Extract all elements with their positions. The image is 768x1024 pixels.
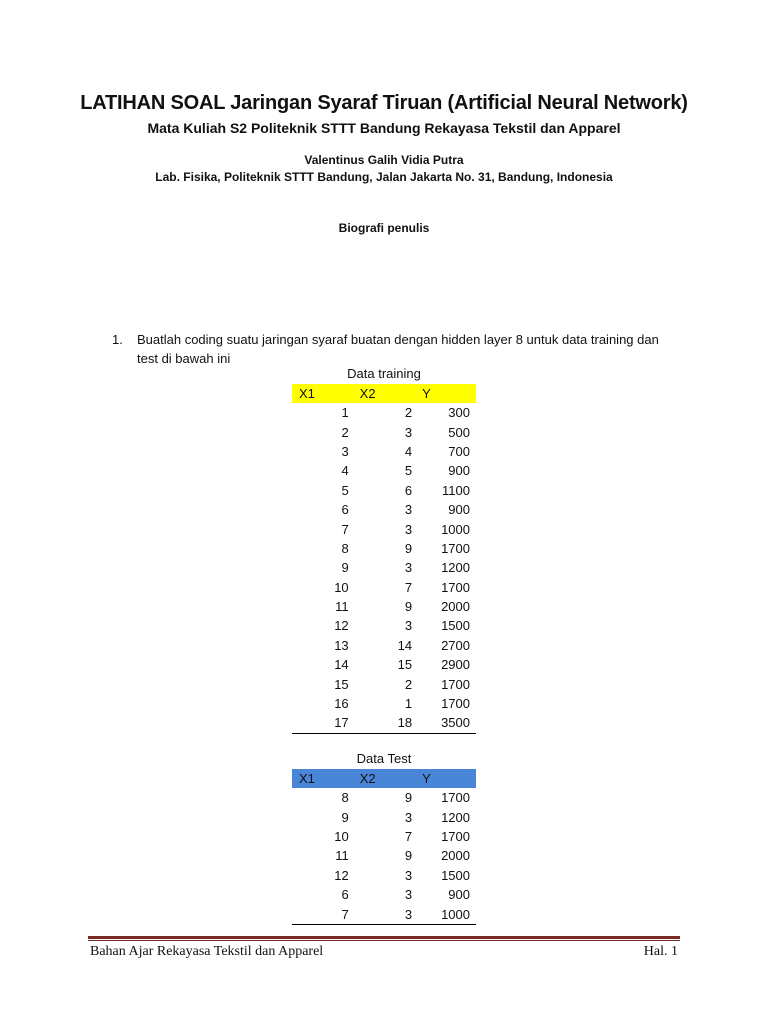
cell-x1: 14 [334,657,349,673]
cell-x1: 9 [341,809,349,825]
cell-y: 2900 [441,657,470,673]
table-row [292,788,476,807]
cell-x2: 9 [404,540,413,556]
column-header-x2: X2 [359,771,376,786]
table-row [292,481,476,500]
cell-x2: 5 [404,463,413,479]
cell-x2: 3 [404,618,413,634]
cell-y: 1700 [441,579,470,595]
cell-x1: 12 [334,618,349,634]
cell-y: 1000 [441,521,470,537]
cell-x1: 10 [334,579,349,595]
test-table-header [292,769,476,788]
cell-x2: 3 [404,502,413,518]
cell-x1: 10 [334,828,349,844]
cell-x1: 6 [341,887,349,903]
cell-x2: 3 [404,424,413,440]
column-header-x1: X1 [299,771,315,786]
cell-y: 1500 [441,867,470,883]
cell-x2: 7 [404,579,413,595]
cell-x1: 7 [292,904,356,924]
cell-x1: 8 [341,790,349,806]
cell-x2: 9 [404,848,413,864]
cell-x2: 9 [404,599,413,615]
document-title: LATIHAN SOAL Jaringan Syaraf Tiruan (Artificial Neural Network) [80,92,688,114]
table-row [292,403,476,422]
cell-x1: 3 [341,443,349,459]
cell-x2: 2 [404,405,413,421]
cell-x2: 15 [397,657,413,673]
table-row [292,616,476,635]
cell-y: 1500 [441,618,470,634]
cell-x2: 6 [404,482,413,498]
cell-y: 1700 [441,828,470,844]
table-row [292,904,476,924]
training-table [292,384,476,734]
author-affiliation: Lab. Fisika, Politeknik STTT Bandung, Jalan Jakarta No. 31, Bandung, Indonesia [155,170,613,184]
table-row [292,442,476,461]
cell-y: 3500 [418,713,476,733]
question-item [112,330,682,368]
column-header-x2: X2 [359,386,376,401]
cell-x2: 2 [404,676,413,692]
cell-y: 1000 [418,904,476,924]
cell-y: 2000 [441,848,470,864]
table-row [292,807,476,826]
table-row [292,827,476,846]
table-row [292,597,476,616]
cell-x1: 9 [341,560,349,576]
cell-x2: 14 [397,637,413,653]
cell-y: 300 [448,405,470,421]
test-table-caption: Data Test [356,751,412,766]
footer-rule-thin [88,940,680,941]
cell-x2: 9 [404,790,413,806]
cell-x1: 16 [334,696,349,712]
cell-x1: 6 [341,502,349,518]
cell-x1: 2 [341,424,349,440]
cell-x2: 3 [356,904,418,924]
column-header-y: Y [422,771,431,786]
table-row [292,846,476,865]
cell-y: 1700 [441,540,470,556]
table-row [292,422,476,441]
cell-y: 2000 [441,599,470,615]
cell-x1: 13 [334,637,349,653]
table-row [292,655,476,674]
cell-x1: 8 [341,540,349,556]
cell-x2: 3 [404,560,413,576]
cell-y: 900 [448,463,470,479]
cell-x2: 18 [356,713,418,733]
cell-y: 1200 [441,560,470,576]
cell-x1: 4 [341,463,349,479]
question-number: 1. [112,332,123,347]
column-header-y: Y [422,386,431,401]
cell-x2: 3 [404,887,413,903]
cell-x1: 15 [334,676,349,692]
cell-y: 1100 [442,482,470,498]
table-row [292,578,476,597]
training-table-caption: Data training [347,366,421,381]
table-row [292,866,476,885]
cell-x2: 3 [404,521,413,537]
cell-y: 900 [448,887,470,903]
cell-x2: 7 [404,828,413,844]
cell-y: 900 [448,502,470,518]
cell-y: 2700 [441,637,470,653]
cell-x1: 17 [292,713,356,733]
test-table [292,769,476,925]
document-subtitle: Mata Kuliah S2 Politeknik STTT Bandung Rekayasa Tekstil dan Apparel [147,120,621,136]
table-row [292,461,476,480]
cell-x2: 3 [404,867,413,883]
table-row [292,558,476,577]
cell-x1: 11 [335,848,349,864]
cell-x1: 5 [341,482,349,498]
cell-x1: 12 [334,867,349,883]
cell-y: 1700 [441,790,470,806]
table-row [292,539,476,558]
table-row [292,674,476,693]
question-text: Buatlah coding suatu jaringan syaraf buatan dengan hidden layer 8 untuk data training dan test di bawah ini [137,332,659,366]
footer-rule-thick [88,936,680,939]
table-row [292,713,476,733]
footer-course-name: Bahan Ajar Rekayasa Tekstil dan Apparel [90,944,324,959]
training-table-header [292,384,476,403]
cell-y: 1200 [441,809,470,825]
column-header-x1: X1 [299,386,315,401]
cell-y: 1700 [441,696,470,712]
page-number: Hal. 1 [643,944,678,959]
table-row [292,500,476,519]
cell-x2: 3 [404,809,413,825]
table-row [292,636,476,655]
cell-x2: 1 [404,696,413,712]
table-row [292,519,476,538]
cell-y: 700 [448,443,470,459]
cell-y: 500 [448,424,470,440]
cell-x1: 7 [341,521,349,537]
cell-y: 1700 [441,676,470,692]
cell-x1: 1 [341,405,349,421]
cell-x1: 11 [335,599,349,615]
cell-x2: 4 [404,443,413,459]
author-name: Valentinus Galih Vidia Putra [304,153,464,167]
bio-heading: Biografi penulis [338,221,430,235]
table-row [292,694,476,713]
table-row [292,885,476,904]
